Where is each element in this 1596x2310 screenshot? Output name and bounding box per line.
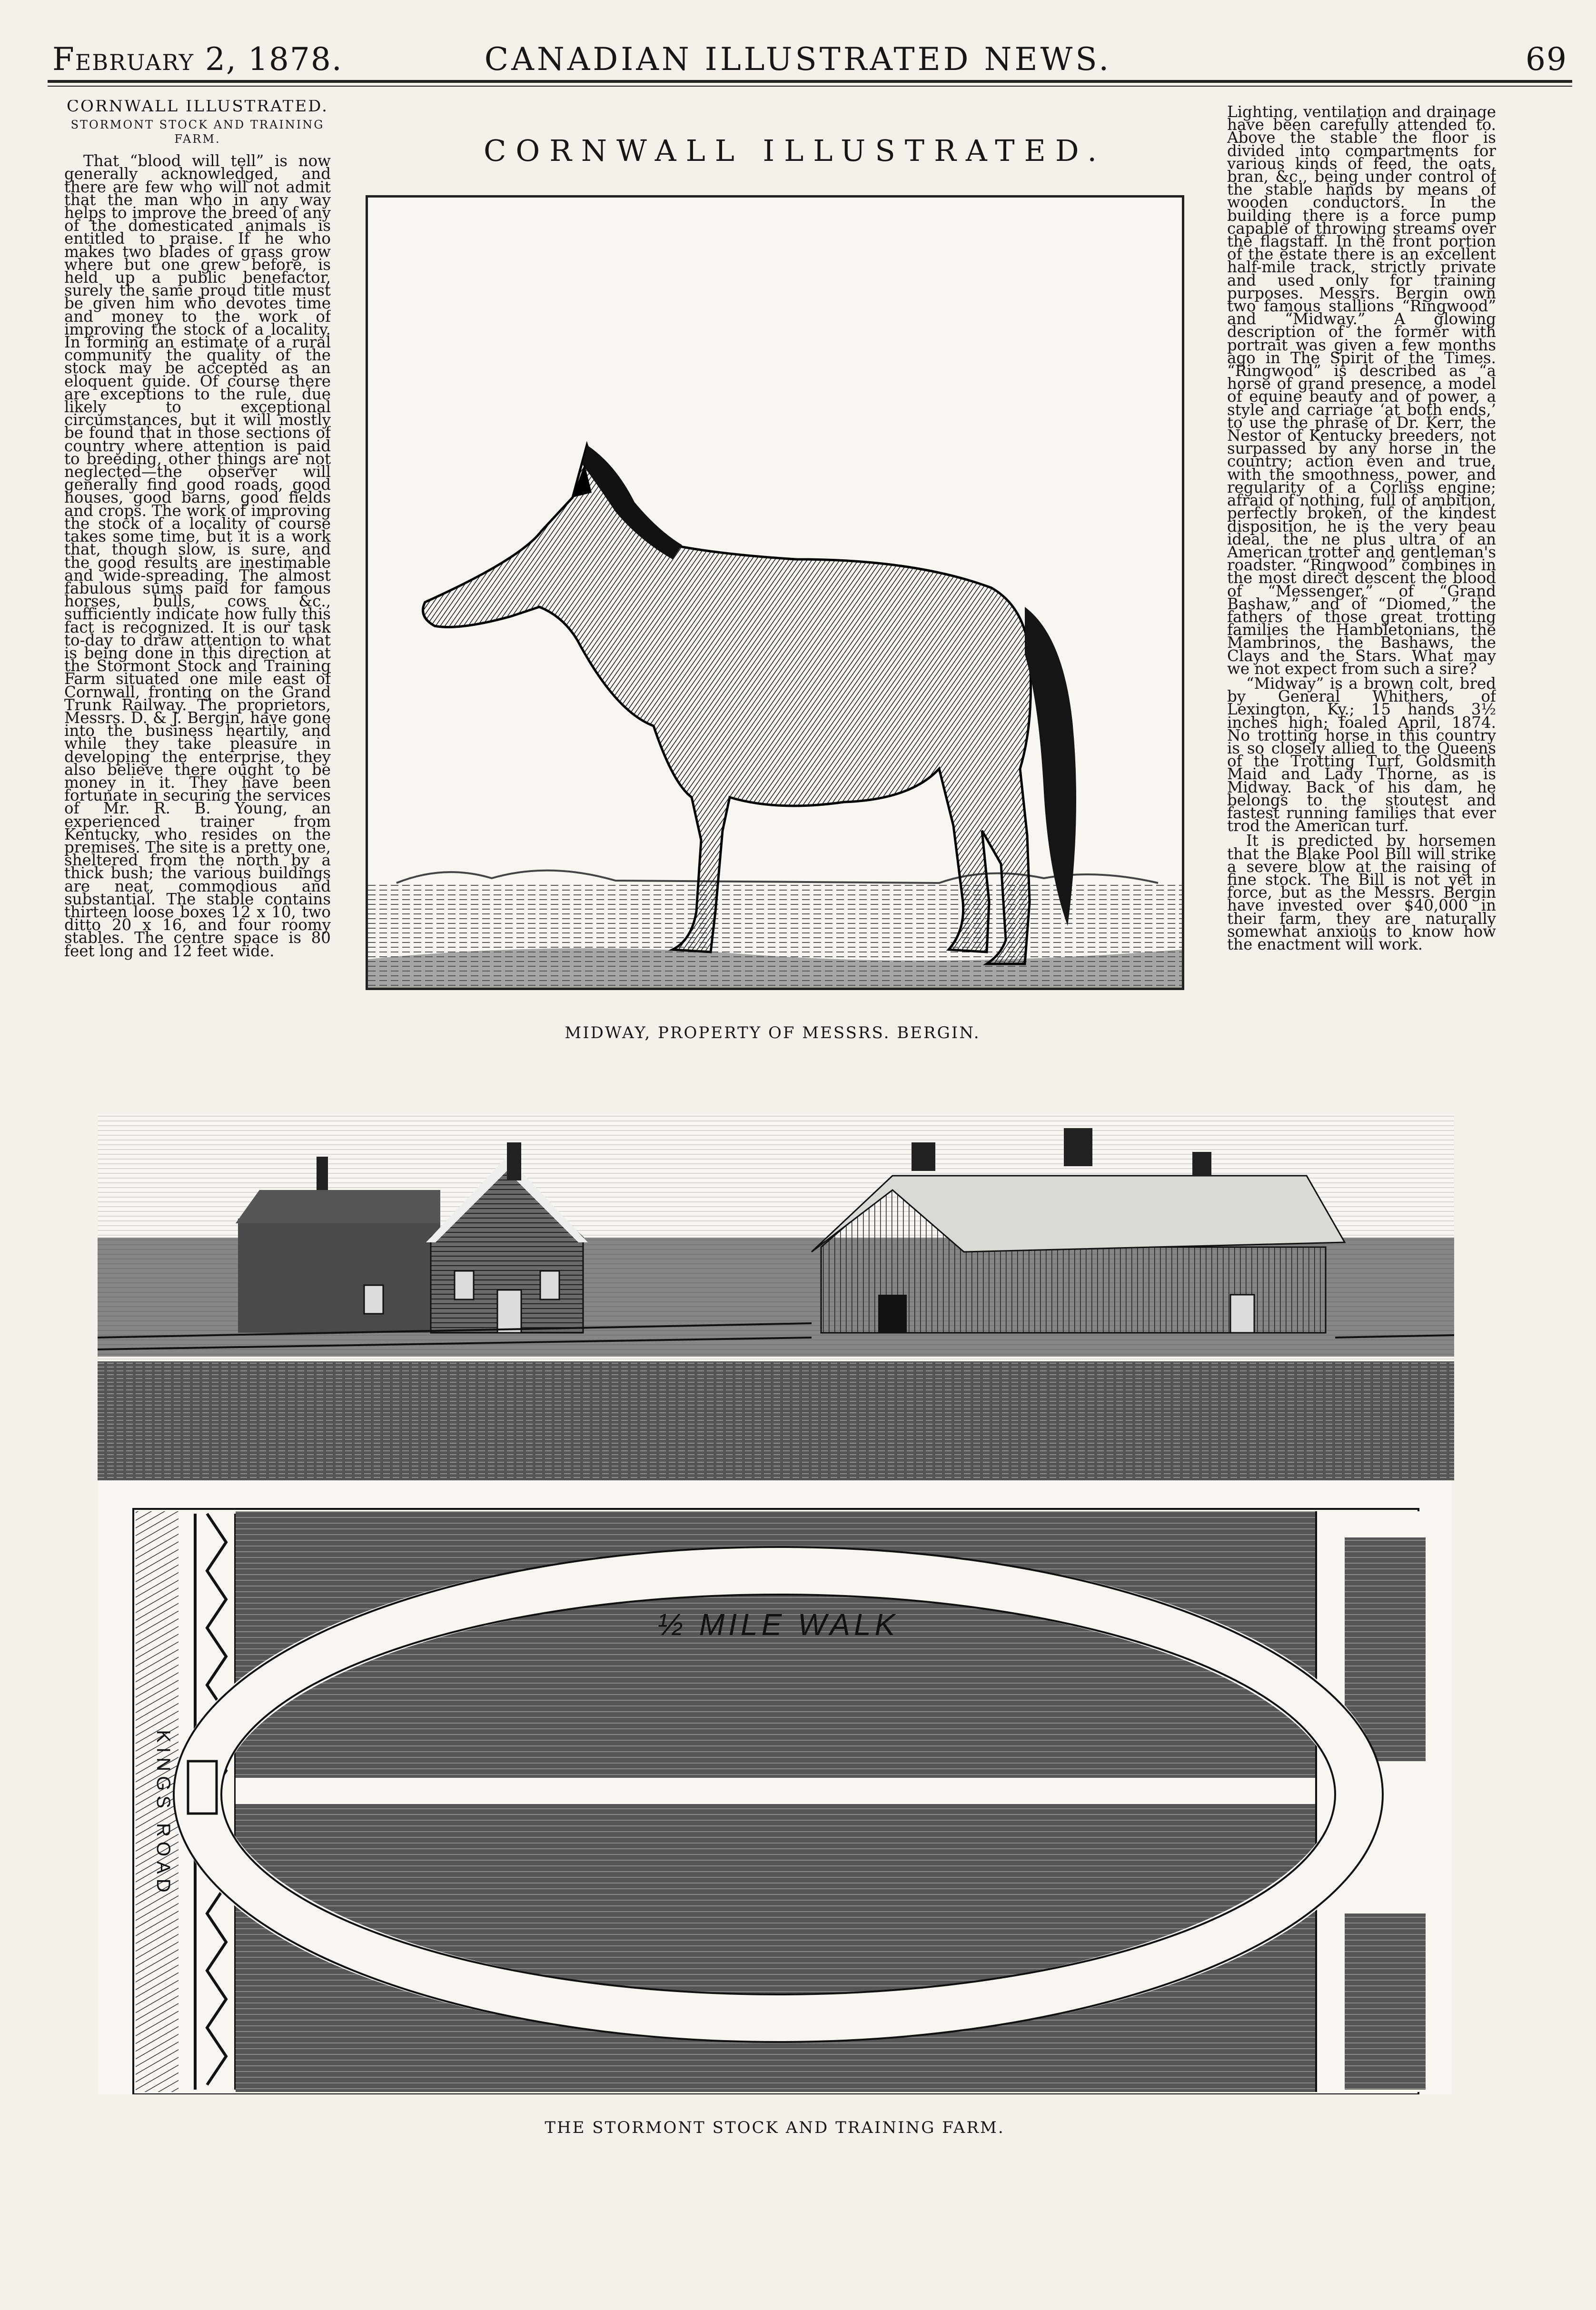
farm-buildings-illustration xyxy=(98,1114,1454,1480)
farm-plan xyxy=(98,1480,1452,2094)
right-lot-lower xyxy=(1345,1913,1426,2090)
header-rule-thin xyxy=(48,86,1572,87)
farm-buildings-engraving xyxy=(98,1114,1454,1480)
illustration-heading: CORNWALL ILLUSTRATED. xyxy=(483,133,1107,168)
farm-caption: THE STORMONT STOCK AND TRAINING FARM. xyxy=(545,2118,1005,2137)
farm-plan-map xyxy=(98,1480,1452,2094)
running-header-date: February 2, 1878. xyxy=(52,41,343,78)
article-heading: CORNWALL ILLUSTRATED. xyxy=(66,100,328,116)
horse-illustration xyxy=(368,198,1182,988)
page-number: 69 xyxy=(1526,41,1567,78)
horse-caption: MIDWAY, PROPERTY OF MESSRS. BERGIN. xyxy=(565,1023,981,1042)
running-header-title: CANADIAN ILLUSTRATED NEWS. xyxy=(484,41,1112,78)
road-label: KINGS ROAD xyxy=(153,1730,174,1897)
article-paragraph: “Midway” is a brown colt, bred by General Whithers, of Lexington, Ky.; 15 hands 3½ inches high; foaled April, 1874. No trotting horse in this country is so closely allied to the Queens of the Trotting Turf, Goldsmith Maid and Lady Thorne, as is Midway. Back of his dam, he belongs to the stoutest and fastest running families that ever trod the American turf. xyxy=(1227,674,1496,835)
horse-engraving xyxy=(366,195,1184,990)
left-article-column xyxy=(64,100,331,1104)
article-subheading: STORMONT STOCK AND TRAINING FARM. xyxy=(70,118,325,146)
right-article-column xyxy=(1227,106,1496,1100)
header-rule xyxy=(48,80,1572,83)
article-paragraph: That “blood will tell” is now generally acknowledged, and there are few who will not admit that the man who in any way helps to improve the breed of any of the domesticated animals is entitled to praise. If he who makes two blades of grass grow where but one grew before, is held up a public benefactor, surely the same proud title must be given him who devotes time and money to the work of improving the stock of a locality. In forming an estimate of a rural community the quality of the stock may be accepted as an eloquent guide. Of course there are exceptions to the rule, due likely to exceptional circumstances, but it will mostly be found that in those sections of country where attention is paid to breeding, other things are not neglected—the observer will generally find good roads, good houses, good barns, good fields and crops. The work of improving the stock of a locality of course takes some time, but it is a work that, though slow, is sure, and the good results are inestimable and wide-spreading. The almost fabulous sums paid for famous horses, bulls, cows &c., sufficiently indicate how fully this fact is recognized. It is our task to-day to draw attention to what is being done in this direction at the Stormont Stock and Training Farm situated one mile east of Cornwall, fronting on the Grand Trunk Railway. The proprietors, Messrs. D. & J. Bergin, have gone into the business heartily, and while they take pleasure in developing the enterprise, they also believe there ought to be money in it. They have been fortunate in securing the services of Mr. R. B. Young, an experienced trainer from Kentucky, who resides on the premises. The site is a pretty one, sheltered from the north by a thick bush; the various buildings are neat, commodious and substantial. The stable contains thirteen loose boxes 12 x 10, two ditto 20 x 16, and four roomy stables. The centre space is 80 feet long and 12 feet wide. xyxy=(64,152,331,960)
article-paragraph: It is predicted by horsemen that the Blake Pool Bill will strike a severe blow at the raising of fine stock. The Bill is not yet in force, but as the Messrs. Bergin have invested over $40,000 in their farm, they are naturally somewhat anxious to know how the enactment will work. xyxy=(1227,832,1496,953)
article-paragraph: Lighting, ventilation and drainage have been carefully attended to. Above the stable the floor is divided into compartments for various kinds of feed, the oats, bran, &c., being under control of the stable hands by means of wooden conductors. In the building there is a force pump capable of throwing streams over the flagstaff. In the front portion of the estate there is an excellent half-mile track, strictly private and used only for training purposes. Messrs. Bergin own two famous stallions “Ringwood” and “Midway.” A glowing description of the former with portrait was given a few months ago in The Spirit of the Times. “Ringwood” is described as “a horse of grand presence, a model of equine beauty and of power, a style and carriage ‘at both ends,’ to use the phrase of Dr. Kerr, the Nestor of Kentucky breeders, not surpassed by any horse in the country; action even and true, with the smoothness, power, and regularity of a Corliss engine; afraid of nothing, full of ambition, perfectly broken, of the kindest disposition, he is the very beau ideal, the ne plus ultra of an American trotter and gentleman's roadster. “Ringwood” combines in the most direct descent the blood of “Messenger,” of “Grand Bashaw,” and of “Diomed,” the fathers of those great trotting families the Hambletonians, the Mambrinos, the Bashaws, the Clays and the Stars. What may we not expect from such a sire? xyxy=(1227,106,1496,678)
track-label: ½ MILE WALK xyxy=(657,1607,899,1642)
